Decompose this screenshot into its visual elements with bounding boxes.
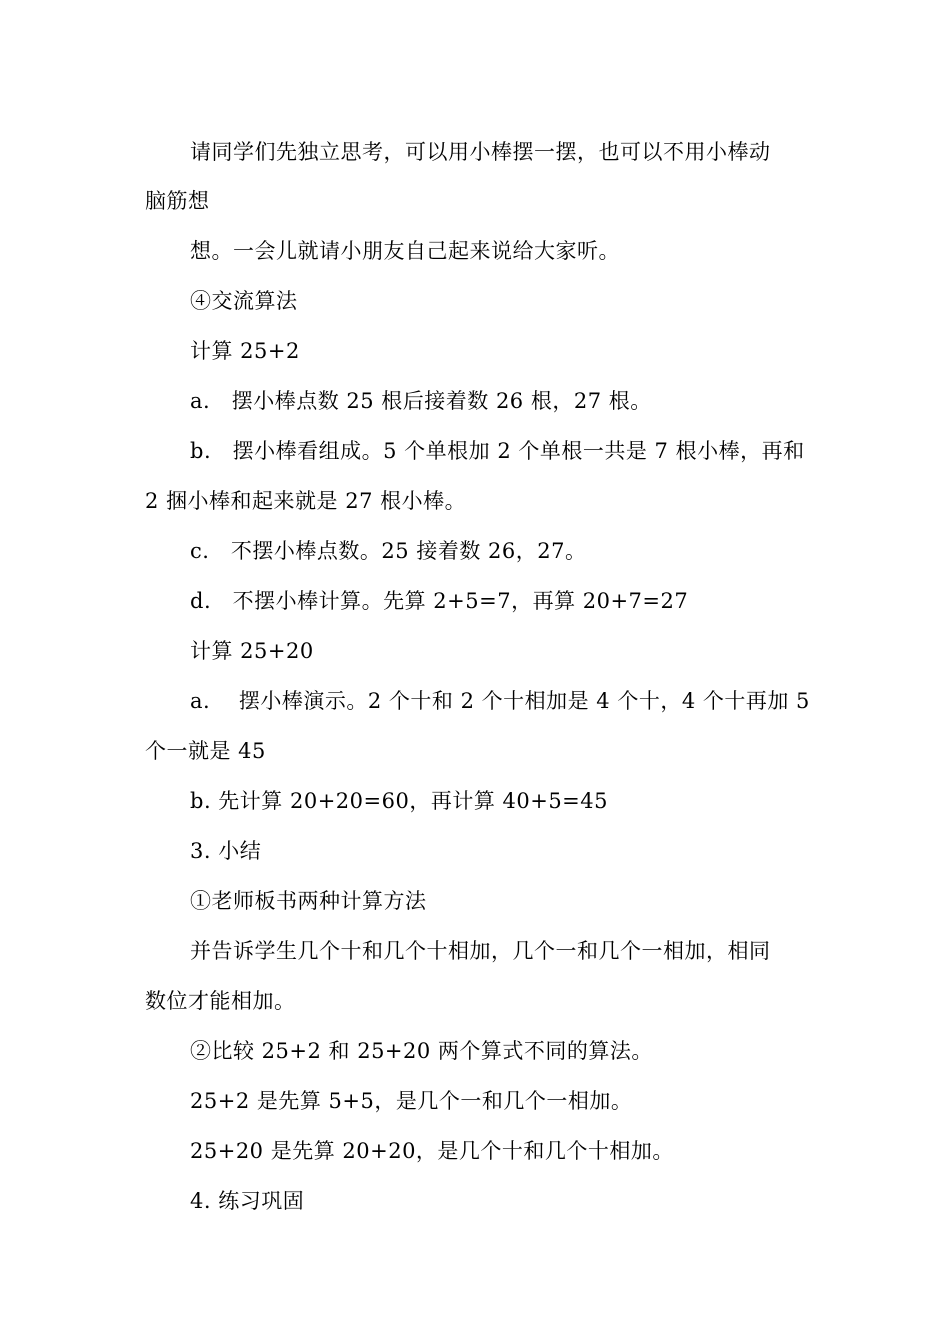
calculation-heading: 计算 25+20 [190, 639, 314, 663]
section-heading: 4. 练习巩固 [190, 1189, 305, 1213]
paragraph-line: 脑筋想 [145, 189, 210, 213]
list-item: a. 摆小棒点数 25 根后接着数 26 根，27 根。 [190, 389, 652, 413]
step-heading: ②比较 25+2 和 25+20 两个算式不同的算法。 [190, 1039, 653, 1063]
list-item: c. 不摆小棒点数。25 接着数 26，27。 [190, 539, 587, 563]
paragraph-line: 25+2 是先算 5+5，是几个一和几个一相加。 [190, 1089, 633, 1113]
list-item: d. 不摆小棒计算。先算 2+5=7，再算 20+7=27 [190, 589, 689, 613]
list-item: b. 摆小棒看组成。5 个单根加 2 个单根一共是 7 根小棒，再和 [190, 439, 805, 463]
paragraph-line: 25+20 是先算 20+20，是几个十和几个十相加。 [190, 1139, 674, 1163]
list-item: b. 先计算 20+20=60，再计算 40+5=45 [190, 789, 608, 813]
section-heading: 3. 小结 [190, 839, 262, 863]
paragraph-line: 数位才能相加。 [145, 989, 296, 1013]
list-item: a. 摆小棒演示。2 个十和 2 个十相加是 4 个十，4 个十再加 5 [190, 689, 810, 713]
paragraph-line: 2 捆小棒和起来就是 27 根小棒。 [145, 489, 467, 513]
paragraph-line: 并告诉学生几个十和几个十相加，几个一和几个一相加，相同 [190, 939, 771, 963]
paragraph-line: 个一就是 45 [145, 739, 266, 763]
step-heading: ④交流算法 [190, 289, 298, 313]
paragraph-line: 请同学们先独立思考，可以用小棒摆一摆，也可以不用小棒动 [190, 140, 771, 164]
calculation-heading: 计算 25+2 [190, 339, 300, 363]
paragraph-line: 想。一会儿就请小朋友自己起来说给大家听。 [190, 239, 620, 263]
step-heading: ①老师板书两种计算方法 [190, 889, 427, 913]
